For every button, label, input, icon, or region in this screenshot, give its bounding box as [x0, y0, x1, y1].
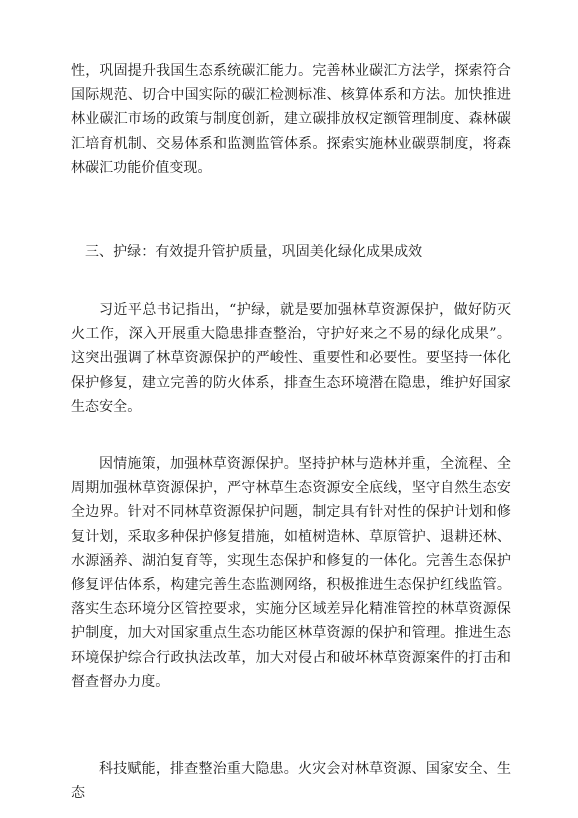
paragraph-tech-empower: 科技赋能，排查整治重大隐患。火灾会对林草资源、国家安全、生态 — [71, 761, 511, 802]
paragraph-quote: 习近平总书记指出，“护绿，就是要加强林草资源保护，做好防灭火工作，深入开展重大隐患排查整治，守护好来之不易的绿化成果”。这突出强调了林草资源保护的严峻性、重要性和必要性。要坚持一体化保护修复，建立完善的防火体系，排查生态环境潜在隐患，维护好国家生态安全。 — [71, 302, 511, 415]
paragraph-resource-protection: 因情施策，加强林草资源保护。坚持护林与造林并重，全流程、全周期加强林草资源保护，严守林草生态资源安全底线，坚守自然生态安全边界。针对不同林草资源保护问题，制定具有针对性的保护计划和修复计划，采取多种保护修复措施，如植树造林、草原管护、退耕还林、水源涵养、湖泊复育等，实现生态保护和修复的一体化。完善生态保护修复评估体系，构建完善生态监测网络，积极推进生态保护红线监管。落实生态环境分区管控要求，实施分区域差异化精准管控的林草资源保护制度，加大对国家重点生态功能区林草资源的保护和管理。推进生态环境保护综合行政执法改革，加大对侵占和破坏林草资源案件的打击和督查督办力度。 — [71, 456, 511, 690]
paragraph-carbon-sink: 性，巩固提升我国生态系统碳汇能力。完善林业碳汇方法学，探索符合国际规范、切合中国实际的碳汇检测标准、核算体系和方法。加快推进林业碳汇市场的政策与制度创新，建立碳排放权定额管理制度、森林碳汇培育机制、交易体系和监测监管体系。探索实施林业碳票制度，将森林碳汇功能价值变现。 — [71, 63, 511, 176]
section-heading-protect-green: 三、护绿：有效提升管护质量，巩固美化绿化成果成效 — [85, 244, 423, 260]
